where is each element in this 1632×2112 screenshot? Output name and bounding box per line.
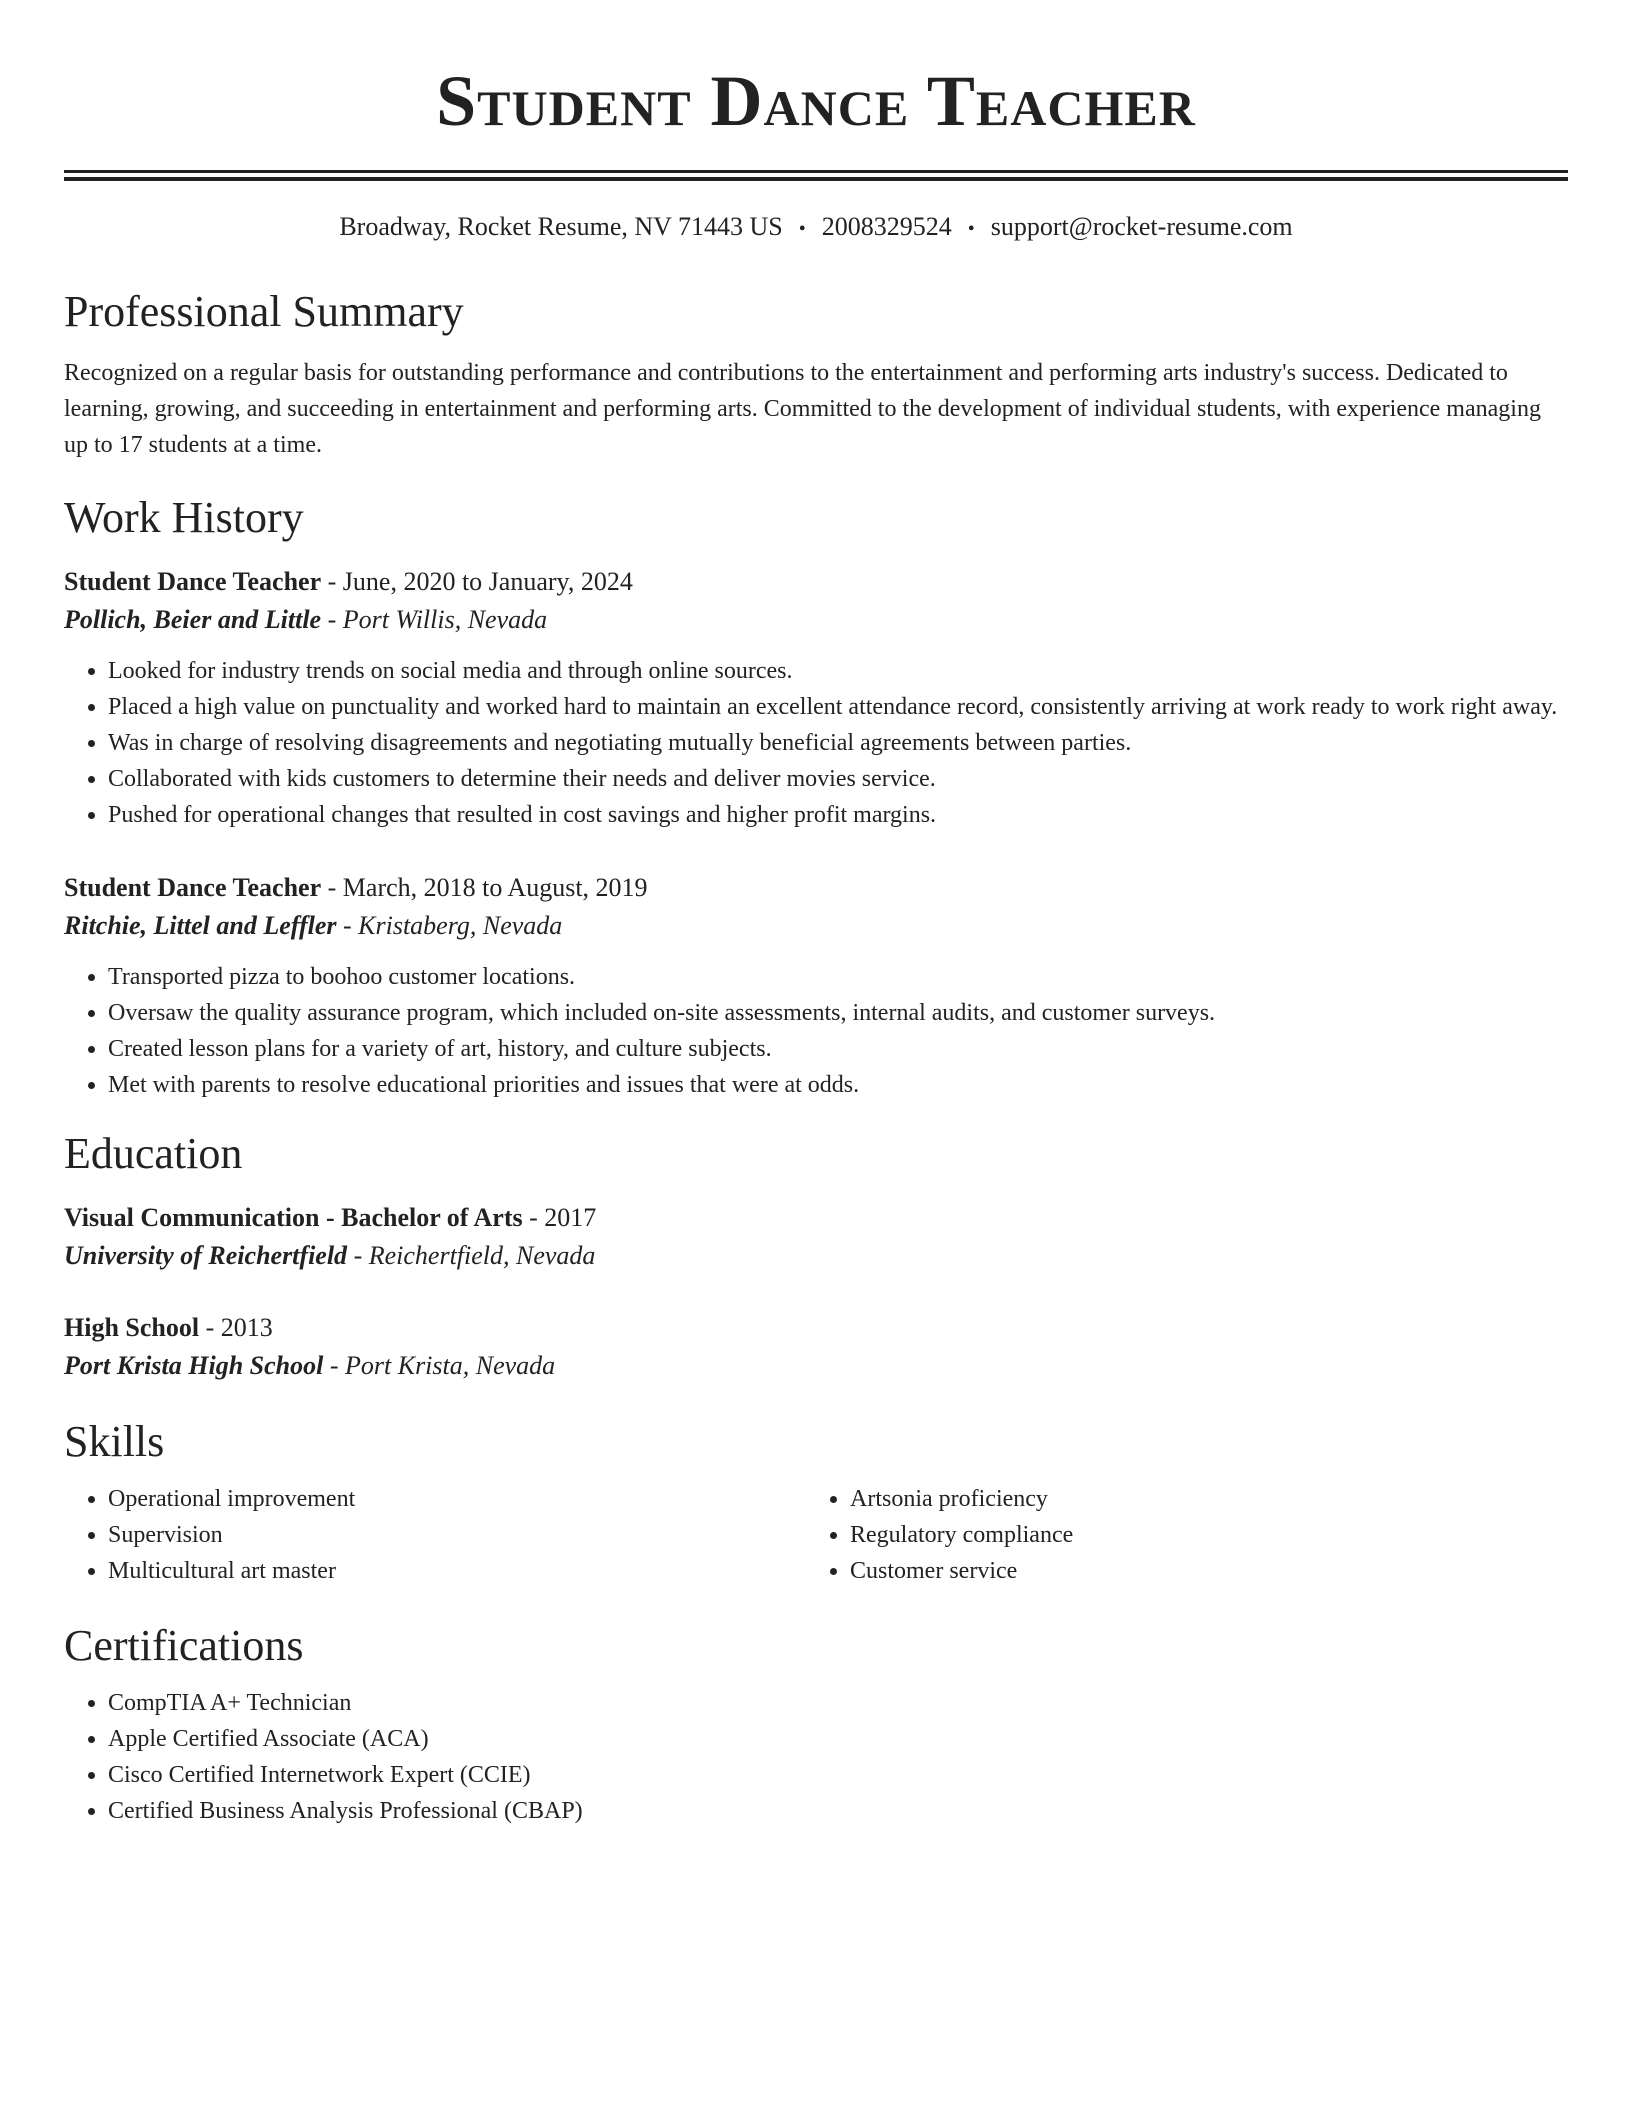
list-item: • Met with parents to resolve educational priorities and issues that were at odds. (108, 1067, 1568, 1103)
job-dates: - March, 2018 to August, 2019 (321, 873, 648, 902)
education-school: Port Krista High School (64, 1351, 324, 1380)
contact-separator: • (967, 218, 975, 240)
education-year: - 2013 (199, 1313, 273, 1342)
education-institution (64, 1237, 1568, 1275)
job-duties (64, 653, 1568, 833)
education-degree: High School (64, 1313, 200, 1342)
job-employer (64, 907, 1568, 945)
job-role: Student Dance Teacher (64, 873, 322, 902)
job-duties (64, 959, 1568, 1103)
skills-column-left (64, 1481, 806, 1589)
list-item: • Transported pizza to boohoo customer locations. (108, 959, 1568, 995)
job-dates: - June, 2020 to January, 2024 (321, 567, 633, 596)
job-role: Student Dance Teacher (64, 567, 322, 596)
skill-item: • Artsonia proficiency (850, 1481, 1548, 1517)
list-item: • Was in charge of resolving disagreements and negotiating mutually beneficial agreements between parties. (108, 725, 1568, 761)
skill-item: • Multicultural art master (108, 1553, 806, 1589)
skills-column-right (806, 1481, 1548, 1589)
header-divider (64, 170, 1568, 181)
skill-item: • Supervision (108, 1517, 806, 1553)
resume-name: Student Dance Teacher (436, 61, 1196, 141)
education-heading (64, 1199, 1568, 1237)
job-company: Pollich, Beier and Little (64, 605, 322, 634)
list-item: • Collaborated with kids customers to determine their needs and deliver movies service. (108, 761, 1568, 797)
education-heading (64, 1309, 1568, 1347)
education-year: - 2017 (522, 1203, 597, 1232)
education-degree: Visual Communication - Bachelor of Arts (64, 1203, 523, 1232)
contact-line (64, 211, 1568, 245)
contact-email: support@rocket-resume.com (990, 212, 1293, 241)
list-item: • Pushed for operational changes that resulted in cost savings and higher profit margins. (108, 797, 1568, 833)
education-entry (64, 1199, 1568, 1275)
skill-item: • Customer service (850, 1553, 1548, 1589)
skills-grid (64, 1481, 1568, 1589)
job-employer (64, 601, 1568, 639)
certification-item: • Cisco Certified Internetwork Expert (CCIE) (108, 1757, 1568, 1793)
certifications-list (64, 1685, 1568, 1829)
list-item: • Looked for industry trends on social media and through online sources. (108, 653, 1568, 689)
education-location: - Port Krista, Nevada (323, 1351, 556, 1380)
contact-separator: • (798, 218, 806, 240)
job-company: Ritchie, Littel and Leffler (64, 911, 337, 940)
certification-item: • Apple Certified Associate (ACA) (108, 1721, 1568, 1757)
job-entry (64, 869, 1568, 1103)
job-heading (64, 563, 1568, 601)
section-title-education: Education (64, 1129, 243, 1178)
job-location: - Port Willis, Nevada (321, 605, 548, 634)
list-item: • Created lesson plans for a variety of art, history, and culture subjects. (108, 1031, 1568, 1067)
list-item: • Placed a high value on punctuality and worked hard to maintain an excellent attendance record, consistently arriving at work ready to work right away. (108, 689, 1568, 725)
certification-item: • CompTIA A+ Technician (108, 1685, 1568, 1721)
section-title-skills: Skills (64, 1417, 165, 1466)
education-location: - Reichertfield, Nevada (347, 1241, 596, 1270)
contact-address: Broadway, Rocket Resume, NV 71443 US (339, 212, 783, 241)
job-entry (64, 563, 1568, 833)
section-title-work-history: Work History (64, 493, 304, 542)
certification-item: • Certified Business Analysis Professional (CBAP) (108, 1793, 1568, 1829)
section-title-summary: Professional Summary (64, 287, 464, 336)
education-institution (64, 1347, 1568, 1385)
job-heading (64, 869, 1568, 907)
skill-item: • Operational improvement (108, 1481, 806, 1517)
list-item: • Oversaw the quality assurance program, which included on-site assessments, internal audits, and customer surveys. (108, 995, 1568, 1031)
education-entry (64, 1309, 1568, 1385)
skill-item: • Regulatory compliance (850, 1517, 1548, 1553)
education-school: University of Reichertfield (64, 1241, 348, 1270)
summary-text: Recognized on a regular basis for outstanding performance and contributions to the entertainment and performing arts industry's success. Dedicated to learning, growing, and succeeding in entertainment and performing arts. Committed to the development of individual students, with experience managing up to 17 students at a time. (64, 360, 1541, 458)
contact-phone: 2008329524 (821, 212, 952, 241)
section-title-certifications: Certifications (64, 1621, 304, 1670)
job-location: - Kristaberg, Nevada (336, 911, 563, 940)
